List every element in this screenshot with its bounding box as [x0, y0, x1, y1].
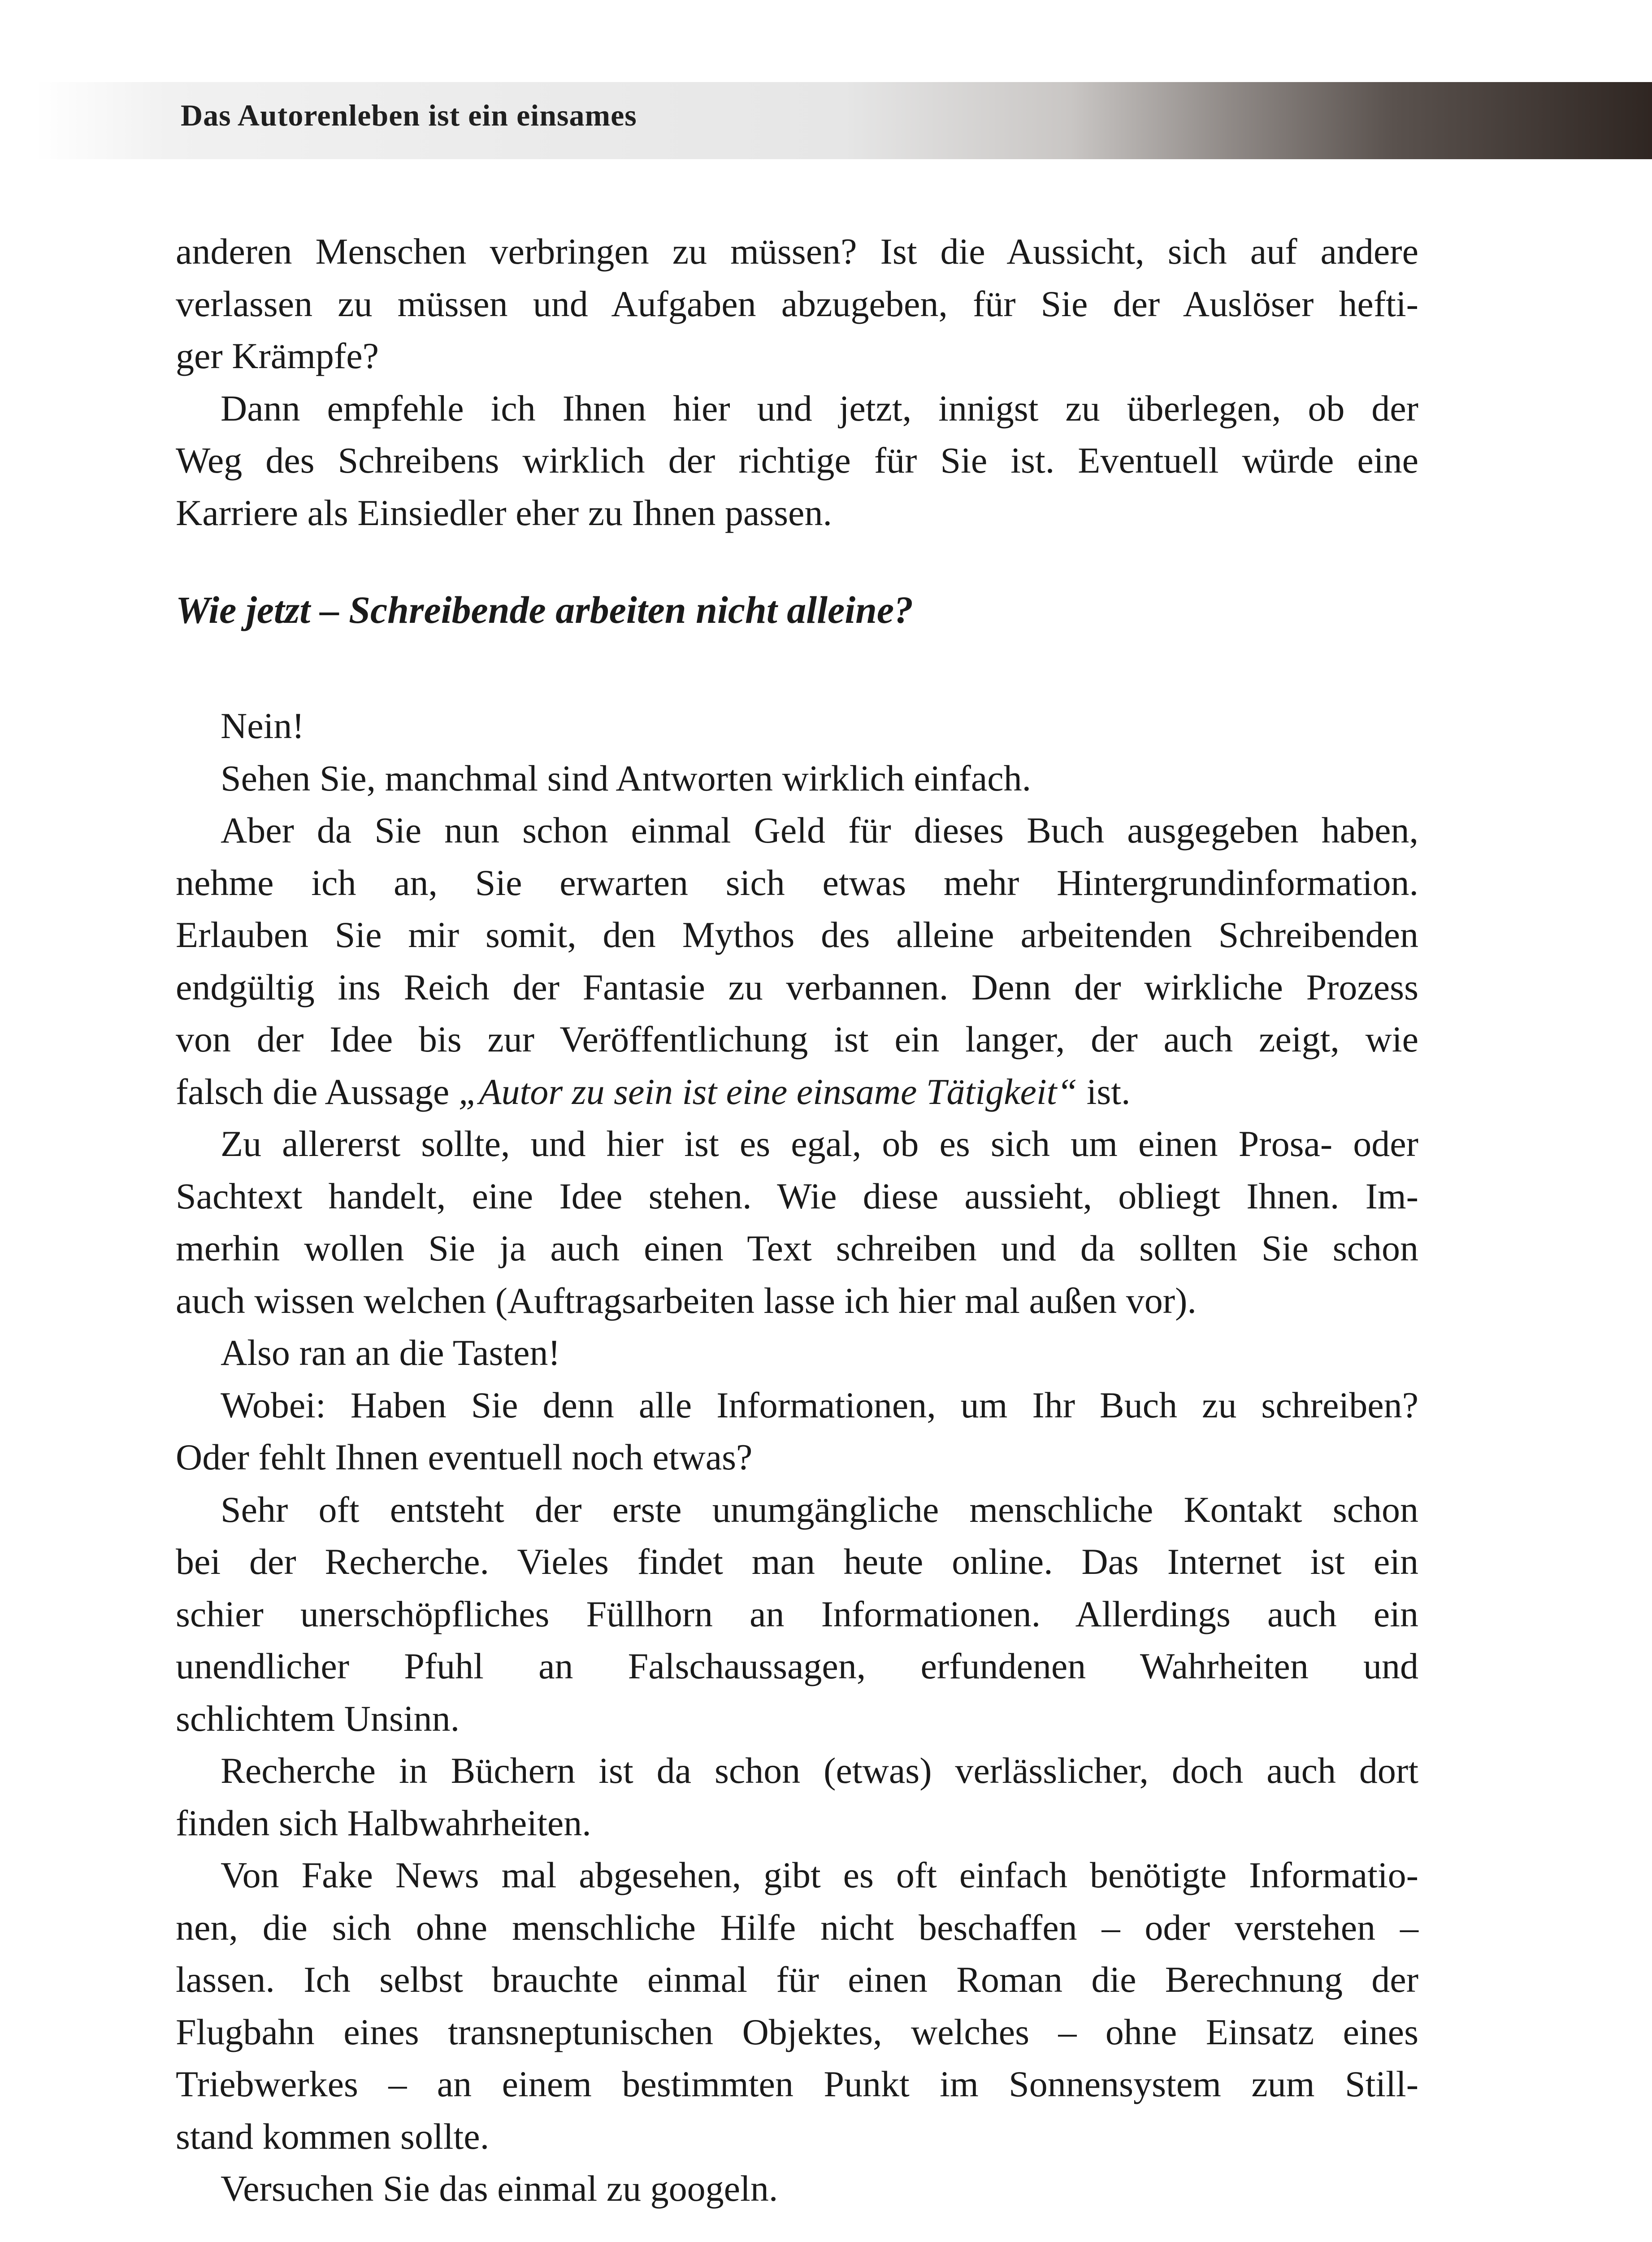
- text-line: Oder fehlt Ihnen eventuell noch etwas?: [176, 1437, 753, 1477]
- paragraph-block-intro: [176, 226, 1418, 539]
- text-line-quote: [176, 1066, 1418, 1118]
- text-line: Sehr oft entsteht der erste unumgängliche menschliche Kontakt schon: [221, 1489, 1418, 1530]
- text-line: Recherche in Büchern ist da schon (etwas) verlässlicher, doch auch dort: [221, 1750, 1418, 1791]
- text-line: nehme ich an, Sie erwarten sich etwas mehr Hintergrundinformation.: [176, 862, 1418, 903]
- text-line: endgültig ins Reich der Fantasie zu verbannen. Denn der wirkliche Prozess: [176, 966, 1418, 1008]
- text-segment: falsch die Aussage: [176, 1071, 459, 1112]
- text-line: von der Idee bis zur Veröffentlichung ist ein langer, der auch zeigt, wie: [176, 1019, 1418, 1060]
- text-line: ger Krämpfe?: [176, 335, 379, 376]
- paragraph-block-main: [176, 700, 1418, 2215]
- section-heading: Wie jetzt – Schreibende arbeiten nicht alleine?: [176, 588, 914, 631]
- text-line: Erlauben Sie mir somit, den Mythos des alleine arbeitenden Schreibenden: [176, 914, 1418, 955]
- text-line: schier unerschöpfliches Füllhorn an Informationen. Allerdings auch ein: [176, 1593, 1418, 1634]
- text-line: nen, die sich ohne menschliche Hilfe nicht beschaffen – oder verstehen –: [176, 1907, 1418, 1948]
- text-line: bei der Recherche. Vieles findet man heute online. Das Internet ist ein: [176, 1541, 1418, 1582]
- text-line: stand kommen sollte.: [176, 2116, 490, 2157]
- text-line: Flugbahn eines transneptunischen Objektes, welches – ohne Einsatz eines: [176, 2011, 1418, 2052]
- text-line: Nein!: [221, 705, 304, 746]
- text-line: finden sich Halbwahrheiten.: [176, 1802, 591, 1843]
- text-line: Wobei: Haben Sie denn alle Informationen, um Ihr Buch zu schreiben?: [221, 1384, 1418, 1425]
- text-line: Dann empfehle ich Ihnen hier und jetzt, innigst zu überlegen, ob der: [221, 387, 1418, 429]
- text-line: Karriere als Einsiedler eher zu Ihnen passen.: [176, 492, 832, 533]
- text-line: auch wissen welchen (Auftragsarbeiten lasse ich hier mal außen vor).: [176, 1280, 1197, 1321]
- text-line: Weg des Schreibens wirklich der richtige für Sie ist. Eventuell würde eine: [176, 440, 1418, 481]
- text-line: Zu allererst sollte, und hier ist es egal, ob es sich um einen Prosa- oder: [221, 1123, 1418, 1164]
- text-line: unendlicher Pfuhl an Falschaussagen, erfundenen Wahrheiten und: [176, 1646, 1418, 1686]
- quoted-statement: „Autor zu sein ist eine einsame Tätigkeit“: [458, 1071, 1078, 1112]
- text-line: Also ran an die Tasten!: [221, 1332, 560, 1373]
- running-header-title: Das Autorenleben ist ein einsames: [181, 98, 637, 132]
- text-line: Sehen Sie, manchmal sind Antworten wirklich einfach.: [221, 757, 1032, 799]
- text-line: merhin wollen Sie ja auch einen Text schreiben und da sollten Sie schon: [176, 1228, 1418, 1269]
- text-segment: ist.: [1077, 1071, 1131, 1112]
- text-line: lassen. Ich selbst brauchte einmal für einen Roman die Berechnung der: [176, 1959, 1418, 2000]
- text-line: anderen Menschen verbringen zu müssen? Ist die Aussicht, sich auf andere: [176, 231, 1418, 272]
- text-line: schlichtem Unsinn.: [176, 1698, 460, 1739]
- text-line: Von Fake News mal abgesehen, gibt es oft einfach benötigte Informatio-: [221, 1855, 1418, 1895]
- text-line: verlassen zu müssen und Aufgaben abzugeben, für Sie der Auslöser hefti-: [176, 283, 1418, 324]
- text-line: Versuchen Sie das einmal zu googeln.: [221, 2168, 778, 2209]
- text-line: Aber da Sie nun schon einmal Geld für dieses Buch ausgegeben haben,: [221, 810, 1418, 851]
- text-line: Triebwerkes – an einem bestimmten Punkt im Sonnensystem zum Still-: [176, 2064, 1418, 2104]
- text-line: Sachtext handelt, eine Idee stehen. Wie diese aussieht, obliegt Ihnen. Im-: [176, 1175, 1418, 1217]
